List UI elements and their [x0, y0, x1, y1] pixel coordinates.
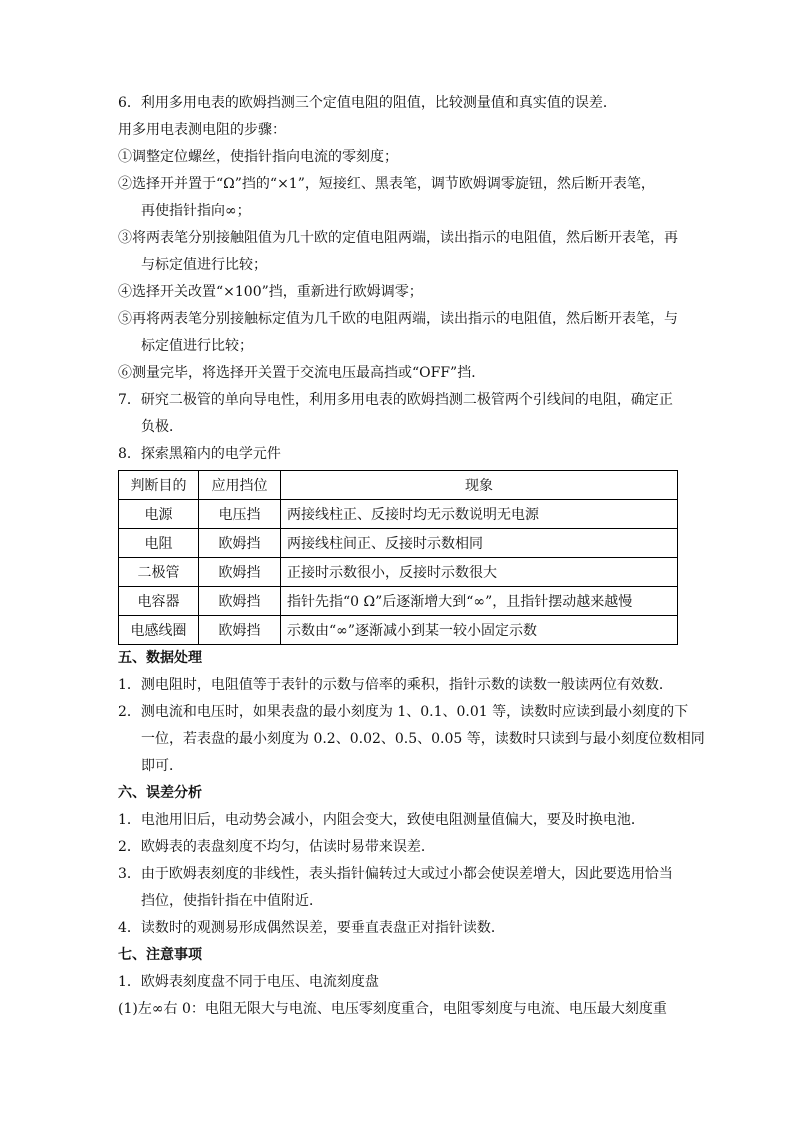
notes-item-1: 1．欧姆表刻度盘不同于电压、电流刻度盘 [118, 974, 379, 990]
step-4: ④选择开关改置“×100”挡，重新进行欧姆调零； [118, 284, 423, 300]
step-1: ①调整定位螺丝，使指针指向电流的零刻度； [118, 149, 398, 165]
table-cell: 二极管 [119, 558, 199, 587]
black-box-table [118, 470, 678, 645]
table-cell: 电阻 [119, 529, 199, 558]
table-row [119, 616, 678, 645]
table-cell: 欧姆挡 [199, 558, 281, 587]
table-header-cell: 判断目的 [119, 471, 199, 500]
table-cell: 指针先指“0 Ω”后逐渐增大到“∞”，且指针摆动越来越慢 [281, 587, 678, 616]
data-processing-item-2: 2．测电流和电压时，如果表盘的最小刻度为 1、0.1、0.01 等，读数时应读到最小刻度的下 [118, 704, 689, 720]
table-header-cell: 现象 [281, 471, 678, 500]
table-cell: 欧姆挡 [199, 529, 281, 558]
section-title-notes: 七、注意事项 [118, 947, 202, 963]
table-cell: 正接时示数很小，反接时示数很大 [281, 558, 678, 587]
table-cell: 电压挡 [199, 500, 281, 529]
table-header-cell: 应用挡位 [199, 471, 281, 500]
table-cell: 两接线柱正、反接时均无示数说明无电源 [281, 500, 678, 529]
paragraph-7: 7．研究二极管的单向导电性，利用多用电表的欧姆挡测二极管两个引线间的电阻，确定正 [118, 392, 673, 408]
table-cell: 欧姆挡 [199, 587, 281, 616]
document-page [118, 90, 705, 1023]
table-cell: 欧姆挡 [199, 616, 281, 645]
error-analysis-item-2: 2．欧姆表的表盘刻度不均匀，估读时易带来误差． [118, 839, 435, 855]
table-header-row [119, 471, 678, 500]
data-processing-item-2-continued: 一位，若表盘的最小刻度为 0.2、0.02、0.5、0.05 等，读数时只读到与最小刻度位数相同 [141, 731, 705, 747]
table-row [119, 500, 678, 529]
section-title-data-processing: 五、数据处理 [118, 650, 202, 666]
notes-item-1-1: (1)左∞右 0：电阻无限大与电流、电压零刻度重合，电阻零刻度与电流、电压最大刻度重 [118, 1001, 667, 1017]
error-analysis-item-3: 3．由于欧姆表刻度的非线性，表头指针偏转过大或过小都会使误差增大，因此要选用恰当 [118, 866, 673, 882]
step-3-continued: 与标定值进行比较； [141, 257, 267, 273]
error-analysis-item-4: 4．读数时的观测易形成偶然误差，要垂直表盘正对指针读数． [118, 920, 505, 936]
steps-intro: 用多用电表测电阻的步骤： [118, 122, 286, 138]
step-2: ②选择开并置于“Ω”挡的“×1”，短接红、黑表笔，调节欧姆调零旋钮，然后断开表笔， [118, 176, 655, 192]
table-row [119, 558, 678, 587]
error-analysis-item-3-continued: 挡位，使指针指在中值附近． [141, 893, 323, 909]
error-analysis-item-1: 1．电池用旧后，电动势会减小，内阻会变大，致使电阻测量值偏大，要及时换电池． [118, 812, 645, 828]
step-2-continued: 再使指针指向∞； [141, 203, 251, 219]
step-5-continued: 标定值进行比较； [141, 338, 253, 354]
paragraph-6: 6．利用多用电表的欧姆挡测三个定值电阻的阻值，比较测量值和真实值的误差． [118, 95, 617, 111]
section-title-error-analysis: 六、误差分析 [118, 785, 202, 801]
data-processing-item-1: 1．测电阻时，电阻值等于表针的示数与倍率的乘积，指针示数的读数一般读两位有效数． [118, 677, 673, 693]
data-processing-item-2-end: 即可． [141, 758, 183, 774]
table-row [119, 587, 678, 616]
table-row [119, 529, 678, 558]
step-5: ⑤再将两表笔分别接触标定值为几千欧的电阻两端，读出指示的电阻值，然后断开表笔，与 [118, 311, 678, 327]
step-6: ⑥测量完毕，将选择开关置于交流电压最高挡或“OFF”挡． [118, 365, 486, 381]
paragraph-7-continued: 负极． [141, 419, 183, 435]
table-cell: 电感线圈 [119, 616, 199, 645]
table-cell: 示数由“∞”逐渐减小到某一较小固定示数 [281, 616, 678, 645]
paragraph-8: 8．探索黑箱内的电学元件 [118, 446, 281, 462]
table-cell: 电源 [119, 500, 199, 529]
table-cell: 两接线柱间正、反接时示数相同 [281, 529, 678, 558]
table-cell: 电容器 [119, 587, 199, 616]
step-3: ③将两表笔分别接触阻值为几十欧的定值电阻两端，读出指示的电阻值，然后断开表笔，再 [118, 230, 678, 246]
